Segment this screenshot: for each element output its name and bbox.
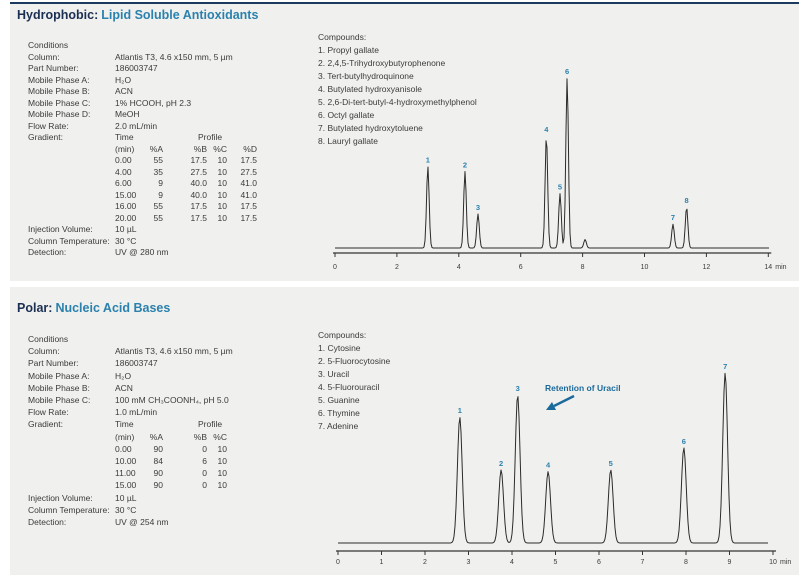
chromatogram-hydrophobic <box>330 58 808 278</box>
condition-row <box>28 492 293 504</box>
condition-row <box>28 345 293 357</box>
gradient-row <box>28 201 293 213</box>
peak-label-5: 5 <box>557 182 563 192</box>
x-tick-label: 10 <box>769 559 777 566</box>
gradient-cell: 17.5 <box>240 155 257 165</box>
gradient-cell: 17.5 <box>190 155 207 165</box>
x-tick-label: 7 <box>640 559 645 566</box>
gradient-cell: 20.00 <box>115 212 137 223</box>
peak-label-2: 2 <box>499 458 504 468</box>
condition-row <box>28 247 293 259</box>
compound-item: 5. Guanine <box>318 395 360 405</box>
gradient-row <box>28 455 293 467</box>
conditions-block <box>28 333 293 528</box>
gradient-row <box>28 467 293 479</box>
gradient-cell: 15.00 <box>115 189 137 200</box>
condition-row <box>28 109 293 121</box>
gradient-time-header: Time <box>115 419 134 430</box>
compound-item: 8. Lauryl gallate <box>318 136 379 146</box>
x-tick-label: 6 <box>518 264 523 271</box>
condition-row <box>28 504 293 516</box>
condition-value: 186003747 <box>115 358 158 369</box>
gradient-cell: 6.00 <box>115 178 132 188</box>
condition-value: 186003747 <box>115 63 158 73</box>
gradient-label: Gradient: <box>28 419 63 430</box>
x-tick-label: 0 <box>333 264 337 271</box>
section-title-prefix: Hydrophobic: <box>17 8 99 22</box>
x-tick-label: 12 <box>702 264 711 271</box>
retention-annotation: Retention of Uracil <box>545 383 621 393</box>
gradient-cell: 55 <box>153 201 163 211</box>
gradient-cell: 27.5 <box>240 166 257 177</box>
compound-item: 3. Tert-butylhydroquinone <box>318 71 414 81</box>
gradient-header-row <box>28 132 293 144</box>
condition-row <box>28 236 293 248</box>
section-title-main: Nucleic Acid Bases <box>55 301 171 315</box>
gradient-cell: 41.0 <box>240 189 257 200</box>
compound-item: 4. Butylated hydroxyanisole <box>318 84 422 94</box>
annotation-arrow-shaft <box>554 396 574 406</box>
x-tick-label: 14 <box>764 264 773 271</box>
compounds-heading: Compounds: <box>318 32 367 42</box>
section-title-prefix: Polar: <box>17 301 53 315</box>
condition-value: MeOH <box>115 109 140 119</box>
condition-row <box>28 357 293 369</box>
gradient-header-row <box>28 418 293 430</box>
gradient-cell: 10 <box>217 468 227 479</box>
gradient-cell: 27.5 <box>190 166 207 177</box>
gradient-cell: 17.5 <box>240 201 257 211</box>
x-tick-label: 2 <box>394 264 399 271</box>
gradient-label: Gradient: <box>28 132 63 142</box>
x-tick-label: 8 <box>580 264 585 271</box>
gradient-row <box>28 213 293 225</box>
condition-value: UV @ 254 nm <box>115 517 169 528</box>
peak-label-5: 5 <box>608 458 613 468</box>
condition-row <box>28 52 293 64</box>
gradient-row <box>28 167 293 179</box>
gradient-cell: 84 <box>153 456 163 467</box>
post-conditions-list <box>28 492 293 529</box>
gradient-cell: %B <box>193 431 207 442</box>
gradient-cell: 55 <box>153 155 163 165</box>
gradient-cell: 17.5 <box>240 212 257 223</box>
gradient-cell: 10 <box>217 155 227 165</box>
x-tick-label: 2 <box>423 559 427 566</box>
condition-label: Mobile Phase A: <box>28 74 90 85</box>
condition-label: Flow Rate: <box>28 120 69 131</box>
section-hydrophobic <box>10 2 799 281</box>
gradient-cell: 10 <box>217 166 227 177</box>
condition-value: H₂O <box>115 370 132 381</box>
condition-label: Mobile Phase C: <box>28 97 91 108</box>
condition-label: Flow Rate: <box>28 407 69 418</box>
condition-row <box>28 382 293 394</box>
gradient-row <box>28 190 293 202</box>
condition-label: Detection: <box>28 517 67 528</box>
gradient-cell: 11.00 <box>115 468 136 479</box>
condition-label: Part Number: <box>28 63 79 73</box>
condition-value: 2.0 mL/min <box>115 120 158 131</box>
condition-label: Column: <box>28 51 60 62</box>
compound-item: 6. Thymine <box>318 408 360 418</box>
gradient-cell: 0 <box>202 480 207 491</box>
gradient-cell: %B <box>193 143 207 154</box>
peak-label-6: 6 <box>565 67 570 76</box>
gradient-time-header: Time <box>115 132 134 142</box>
condition-value: H₂O <box>115 74 132 85</box>
x-axis-unit: min <box>780 559 792 566</box>
compound-item: 1. Propyl gallate <box>318 45 379 55</box>
gradient-column-headers <box>28 144 293 156</box>
condition-label: Mobile Phase B: <box>28 382 90 393</box>
gradient-cell: (min) <box>115 431 135 442</box>
x-tick-label: 9 <box>727 559 732 566</box>
compound-item: 7. Butylated hydroxytoluene <box>318 123 423 133</box>
gradient-profile-header: Profile <box>198 419 223 430</box>
condition-label: Injection Volume: <box>28 492 93 503</box>
x-tick-label: 0 <box>336 559 340 566</box>
peak-label-7: 7 <box>670 213 676 223</box>
gradient-row <box>28 155 293 167</box>
gradient-cell: %C <box>213 431 227 442</box>
gradient-cell: 16.00 <box>115 201 137 211</box>
condition-value: UV @ 280 nm <box>115 247 169 257</box>
condition-label: Column Temperature: <box>28 504 110 515</box>
peak-label-7: 7 <box>723 362 728 371</box>
condition-value: Atlantis T3, 4.6 x150 mm, 5 µm <box>115 51 233 62</box>
gradient-rows <box>28 155 293 224</box>
condition-row <box>28 98 293 110</box>
condition-row <box>28 406 293 418</box>
section-polar <box>10 287 799 575</box>
gradient-row <box>28 479 293 491</box>
condition-value: ACN <box>115 382 133 393</box>
gradient-row <box>28 443 293 455</box>
chromatogram-polar <box>333 358 808 572</box>
peak-label-4: 4 <box>544 124 549 134</box>
peak-label-8: 8 <box>684 196 689 206</box>
condition-row <box>28 370 293 382</box>
gradient-cell: 10 <box>217 201 227 211</box>
condition-row <box>28 121 293 133</box>
gradient-cell: 0 <box>202 443 207 454</box>
gradient-cell: 15.00 <box>115 480 137 491</box>
gradient-cell: 10 <box>217 480 227 491</box>
gradient-cell: 55 <box>153 212 163 223</box>
compound-item: 1. Cytosine <box>318 343 361 353</box>
condition-label: Mobile Phase A: <box>28 370 90 381</box>
gradient-cell: (min) <box>115 143 135 154</box>
gradient-cell: 17.5 <box>190 212 207 223</box>
peak-label-4: 4 <box>546 460 551 470</box>
conditions-block <box>28 40 293 259</box>
condition-label: Mobile Phase B: <box>28 86 90 96</box>
gradient-cell: 90 <box>153 443 163 454</box>
gradient-cell: %D <box>243 143 257 154</box>
condition-label: Mobile Phase C: <box>28 395 91 406</box>
gradient-cell: 10.00 <box>115 456 137 467</box>
gradient-cell: 0.00 <box>115 443 132 454</box>
gradient-row <box>28 178 293 190</box>
condition-row <box>28 516 293 528</box>
condition-value: 100 mM CH₃COONH₄, pH 5.0 <box>115 395 229 406</box>
gradient-cell: 90 <box>153 480 163 491</box>
x-tick-label: 1 <box>379 559 384 566</box>
gradient-cell: 4.00 <box>115 166 132 177</box>
compound-item: 4. 5-Fluorouracil <box>318 382 380 392</box>
trace <box>338 373 768 543</box>
gradient-cell: 40.0 <box>190 189 207 200</box>
gradient-cell: %C <box>213 143 227 154</box>
condition-value: Atlantis T3, 4.6 x150 mm, 5 µm <box>115 346 233 357</box>
condition-row <box>28 63 293 75</box>
condition-value: 30 °C <box>115 235 137 246</box>
compounds-heading: Compounds: <box>318 330 367 340</box>
peak-label-1: 1 <box>425 155 430 165</box>
condition-row <box>28 224 293 236</box>
post-conditions-list <box>28 224 293 259</box>
compound-item: 5. 2,6-Di-tert-butyl-4-hydroxymethylphenol <box>318 97 477 107</box>
conditions-list <box>28 52 293 133</box>
compound-item: 3. Uracil <box>318 369 350 379</box>
gradient-profile-header: Profile <box>198 132 223 142</box>
peak-label-3: 3 <box>475 203 481 212</box>
compound-item: 7. Adenine <box>318 421 359 431</box>
peak-label-1: 1 <box>457 406 462 416</box>
x-tick-label: 8 <box>684 559 688 566</box>
gradient-column-headers <box>28 431 293 443</box>
gradient-cell: 40.0 <box>190 178 207 188</box>
x-axis-unit: min <box>775 264 787 271</box>
x-tick-label: 6 <box>597 559 601 566</box>
x-tick-label: 3 <box>466 559 471 566</box>
gradient-cell: 17.5 <box>190 201 207 211</box>
conditions-heading: Conditions <box>28 40 69 50</box>
gradient-cell: 10 <box>217 212 227 223</box>
compound-item: 2. 2,4,5-Trihydroxybutyrophenone <box>318 58 446 68</box>
section-title <box>17 301 170 315</box>
compound-item: 6. Octyl gallate <box>318 110 375 120</box>
section-title-main: Lipid Soluble Antioxidants <box>101 8 259 22</box>
gradient-rows <box>28 443 293 492</box>
condition-value: 1% HCOOH, pH 2.3 <box>115 97 192 108</box>
condition-label: Injection Volume: <box>28 224 93 234</box>
gradient-cell: 9 <box>158 178 163 188</box>
gradient-cell: 6 <box>202 456 207 467</box>
condition-label: Part Number: <box>28 358 79 369</box>
condition-value: 30 °C <box>115 504 137 515</box>
condition-label: Column Temperature: <box>28 235 110 246</box>
condition-value: 1.0 mL/min <box>115 407 158 418</box>
section-title <box>17 8 258 22</box>
x-tick-label: 4 <box>510 559 514 566</box>
gradient-cell: %A <box>149 431 163 442</box>
condition-row <box>28 394 293 406</box>
gradient-cell: 10 <box>217 189 227 200</box>
conditions-list <box>28 345 293 418</box>
trace <box>335 79 769 248</box>
peak-label-6: 6 <box>681 436 686 446</box>
gradient-cell: 9 <box>158 189 163 200</box>
condition-value: 10 µL <box>115 224 137 234</box>
gradient-cell: 0 <box>202 468 207 479</box>
peak-label-3: 3 <box>515 384 520 394</box>
peak-label-2: 2 <box>462 160 468 170</box>
condition-row <box>28 86 293 98</box>
conditions-heading: Conditions <box>28 334 69 344</box>
condition-label: Mobile Phase D: <box>28 109 91 119</box>
condition-value: ACN <box>115 86 133 96</box>
condition-value: 10 µL <box>115 492 137 503</box>
condition-label: Column: <box>28 346 60 357</box>
gradient-cell: 10 <box>217 443 227 454</box>
x-tick-label: 5 <box>553 559 558 566</box>
gradient-cell: 0.00 <box>115 155 132 165</box>
x-tick-label: 10 <box>640 264 649 271</box>
compound-item: 2. 5-Fluorocytosine <box>318 356 391 366</box>
condition-row <box>28 75 293 87</box>
gradient-cell: 90 <box>153 468 163 479</box>
gradient-cell: 35 <box>153 166 163 177</box>
gradient-cell: 41.0 <box>240 178 257 188</box>
gradient-cell: %A <box>149 143 163 154</box>
x-tick-label: 4 <box>456 264 461 271</box>
gradient-cell: 10 <box>217 456 227 467</box>
gradient-cell: 10 <box>217 178 227 188</box>
condition-label: Detection: <box>28 247 67 257</box>
